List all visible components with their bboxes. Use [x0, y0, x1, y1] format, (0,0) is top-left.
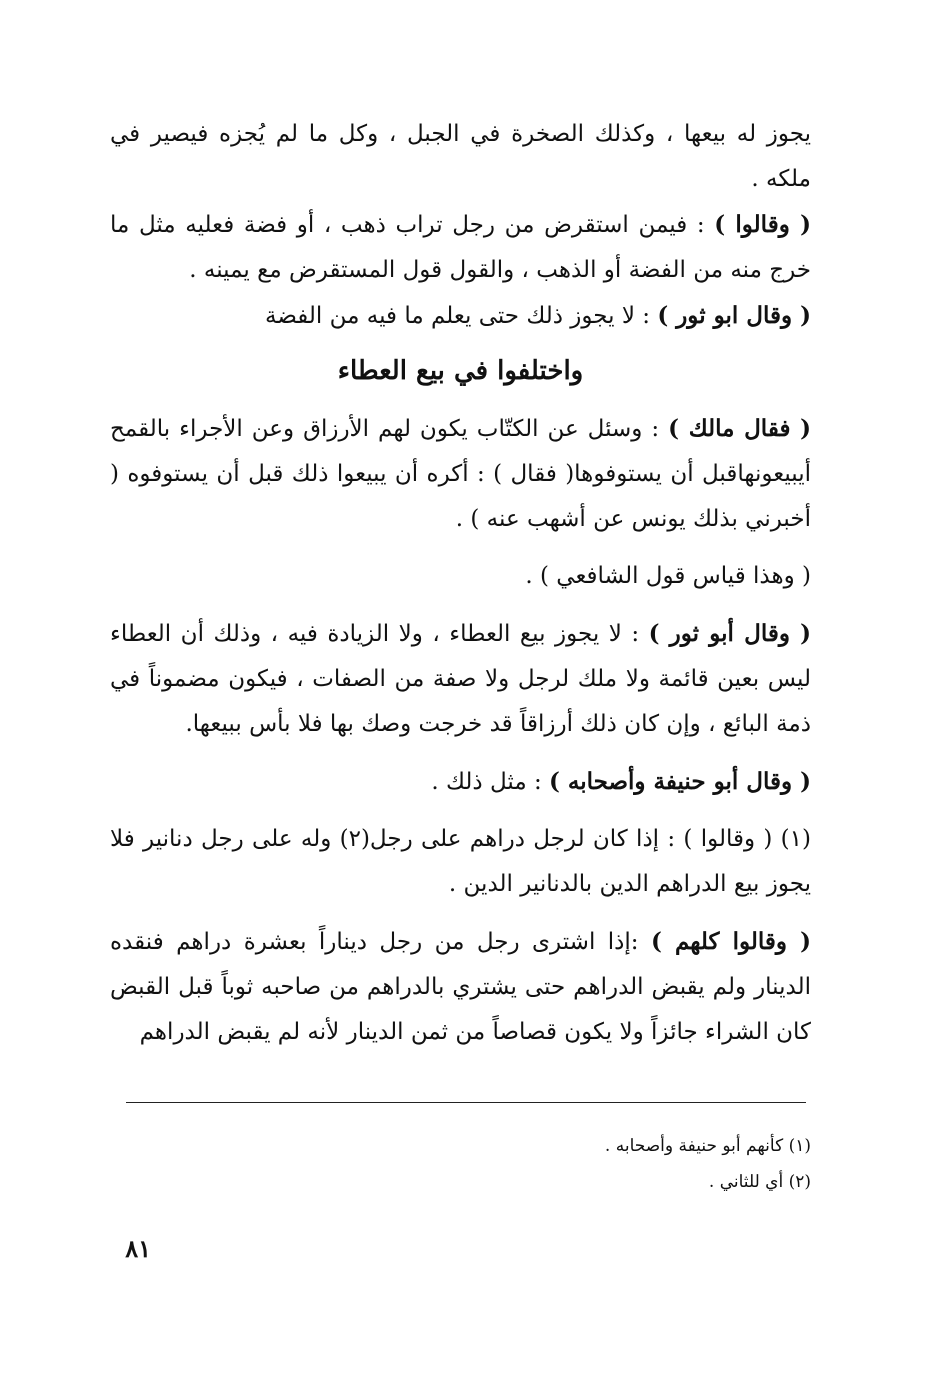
- paragraph-2: [110, 202, 811, 293]
- paragraph-lead: ( وقال أبو ثور ): [648, 620, 811, 647]
- paragraph-9: [110, 817, 811, 907]
- paragraph-text: :إذا اشترى رجل من رجل ديناراً بعشرة دراهم فنقده الدينار ولم يقبض الدراهم حتى يشتري بالدراهم من صاحبه ثوباً قبل القبض كان الشراء جائزاً ولا يكون قصاصاً من ثمن الدينار لأنه لم يقبض الدراهم: [110, 929, 811, 1045]
- paragraph-10: [110, 919, 811, 1055]
- main-text: [110, 112, 811, 1055]
- page-number: ٨١: [125, 1234, 151, 1263]
- paragraph-text: ( وهذا قياس قول الشافعي ) .: [525, 563, 811, 589]
- paragraph-lead: ( فقال مالك ): [668, 415, 812, 442]
- paragraph-6: [110, 554, 811, 599]
- paragraph-text: : وسئل عن الكتّاب يكون لهم الأرزاق وعن الأجراء بالقمح أيبيعونهاقبل أن يستوفوها( فقال ) : أكره أن يبيعوا ذلك قبل أن يستوفوه ( أخبرني بذلك يونس عن أشهب عنه ) .: [110, 416, 811, 532]
- paragraph-5: [110, 406, 811, 542]
- paragraph-text: : لا يجوز بيع العطاء ، ولا الزيادة فيه ، وذلك أن العطاء ليس بعين قائمة ولا ملك لرجل ولا صفة من الصفات ، فيكون مضموناً في ذمة البائع ، وإن كان ذلك أرزاقاً قد خرجت وصك بها فلا بأس ببيعها.: [110, 621, 811, 737]
- paragraph-3: [110, 293, 811, 339]
- paragraph-lead: ( وقالوا كلهم ): [650, 928, 811, 955]
- section-heading: [110, 349, 811, 394]
- paragraph-lead: ( وقال ابو ثور ): [657, 302, 811, 329]
- paragraph-text: : فيمن استقرض من رجل تراب ذهب ، أو فضة فعليه مثل ما خرج منه من الفضة أو الذهب ، والقول قول المستقرض مع يمينه .: [110, 212, 811, 283]
- heading-text: واختلفوا في بيع العطاء: [337, 356, 584, 386]
- paragraph-text: يجوز له بيعها ، وكذلك الصخرة في الجبل ، وكل ما لم يُجزه فيصير في ملكه .: [110, 121, 811, 192]
- footnote-2: (٢) أي للثاني .: [708, 1172, 811, 1192]
- paragraph-7: [110, 611, 811, 747]
- paragraph-1: [110, 112, 811, 202]
- footnote-separator: [126, 1102, 806, 1103]
- footnote-1: (١) كأنهم أبو حنيفة وأصحابه .: [604, 1136, 811, 1156]
- paragraph-text: (١) ( وقالوا ) : إذا كان لرجل دراهم على رجل(٢) وله على رجل دنانير فلا يجوز بيع الدراهم الدين بالدنانير الدين .: [110, 826, 811, 897]
- paragraph-lead: ( وقال أبو حنيفة وأصحابه ): [549, 768, 811, 795]
- footnotes: [110, 1128, 811, 1200]
- paragraph-lead: ( وقالوا ): [714, 211, 812, 238]
- paragraph-text: : مثل ذلك .: [431, 769, 550, 795]
- paragraph-text: : لا يجوز ذلك حتى يعلم ما فيه من الفضة: [264, 303, 658, 329]
- paragraph-8: [110, 759, 811, 805]
